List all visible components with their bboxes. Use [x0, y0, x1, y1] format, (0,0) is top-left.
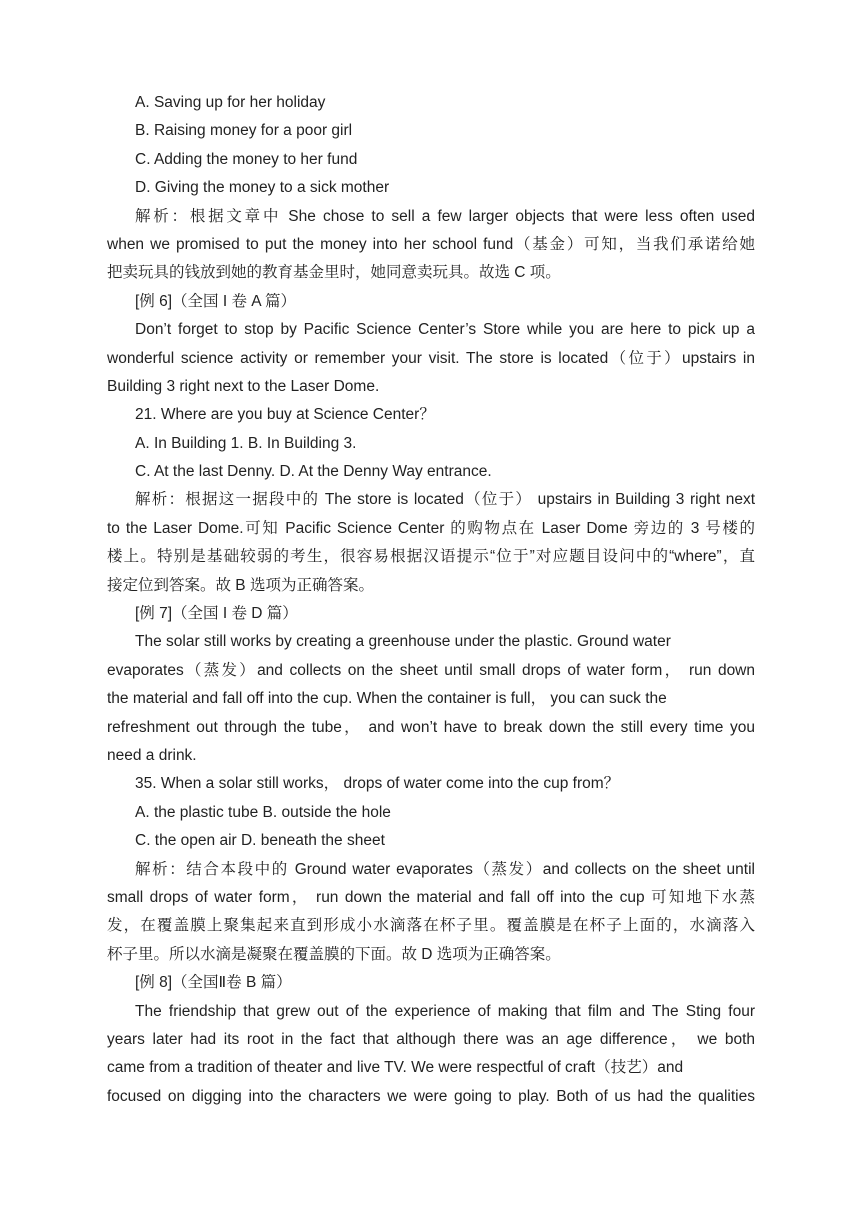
text-line: 接定位到答案。故 B 选项为正确答案。 [107, 576, 374, 594]
text-line: C. At the last Denny. D. At the Denny Way entrance. [135, 463, 492, 481]
text-line: need a drink. [107, 746, 197, 764]
text-line: [例 8]（全国Ⅱ卷 B 篇） [135, 974, 292, 992]
text-line: 35. When a solar still works， drops of water come into the cup from？ [135, 775, 620, 793]
text-line: 21. Where are you buy at Science Center？ [135, 406, 435, 424]
text-line: 解析：根据这一据段中的 The store is located（位于） upstairs in Building 3 right next [135, 491, 755, 509]
text-line: wonderful science activity or remember your visit. The store is located（位于）upstairs in [107, 349, 755, 367]
text-line: B. Raising money for a poor girl [135, 122, 353, 140]
text-line: A. In Building 1. B. In Building 3. [135, 434, 357, 452]
text-line: years later had its root in the fact that although there was an age difference， we both [107, 1030, 755, 1048]
text-line: The solar still works by creating a greenhouse under the plastic. Ground water [135, 633, 671, 651]
text-line: the material and fall off into the cup. When the container is full， you can suck the [107, 690, 667, 708]
text-line: The friendship that grew out of the experience of making that film and The Sting four [135, 1002, 755, 1020]
text-line: 把卖玩具的钱放到她的教育基金里时，她同意卖玩具。故选 C 项。 [107, 264, 561, 282]
text-line: C. the open air D. beneath the sheet [135, 832, 385, 850]
text-line: evaporates（蒸发）and collects on the sheet until small drops of water form， run down [107, 661, 755, 679]
text-line: D. Giving the money to a sick mother [135, 179, 390, 197]
text-line: Building 3 right next to the Laser Dome. [107, 377, 380, 395]
text-line: small drops of water form， run down the material and fall off into the cup 可知地下水蒸 [107, 888, 756, 906]
text-line: 楼上。特别是基础较弱的考生，很容易根据汉语提示“位于”对应题目设问中的“where”，直 [107, 548, 755, 566]
text-line: Don’t forget to stop by Pacific Science Center’s Store while you are here to pick up a [135, 321, 755, 339]
text-line: refreshment out through the tube， and won’t have to break down the still every time you [107, 718, 755, 736]
text-line: focused on digging into the characters we were going to play. Both of us had the qualities [107, 1087, 755, 1105]
text-line: 杯子里。所以水滴是凝聚在覆盖膜的下面。故 D 选项为正确答案。 [107, 945, 561, 963]
text-line: [例 7]（全国 I 卷 D 篇） [135, 605, 298, 623]
text-line: A. Saving up for her holiday [135, 94, 326, 111]
text-line: 发，在覆盖膜上聚集起来直到形成小水滴落在杯子里。覆盖膜是在杯子上面的，水滴落入 [107, 917, 755, 935]
text-line: 解析：结合本段中的 Ground water evaporates（蒸发）and collects on the sheet until [135, 860, 755, 878]
text-line: A. the plastic tube B. outside the hole [135, 803, 391, 821]
document-page [107, 89, 755, 1111]
text-line: 解析：根据文章中 She chose to sell a few larger objects that were less often used [135, 207, 755, 225]
text-line: to the Laser Dome.可知 Pacific Science Center 的购物点在 Laser Dome 旁边的 3 号楼的 [107, 519, 755, 537]
text-line: [例 6]（全国 I 卷 A 篇） [135, 292, 297, 310]
text-line: when we promised to put the money into her school fund（基金）可知，当我们承诺给她 [107, 235, 755, 253]
text-line: came from a tradition of theater and live TV. We were respectful of craft（技艺）and [107, 1059, 684, 1077]
text-line: C. Adding the money to her fund [135, 150, 358, 168]
